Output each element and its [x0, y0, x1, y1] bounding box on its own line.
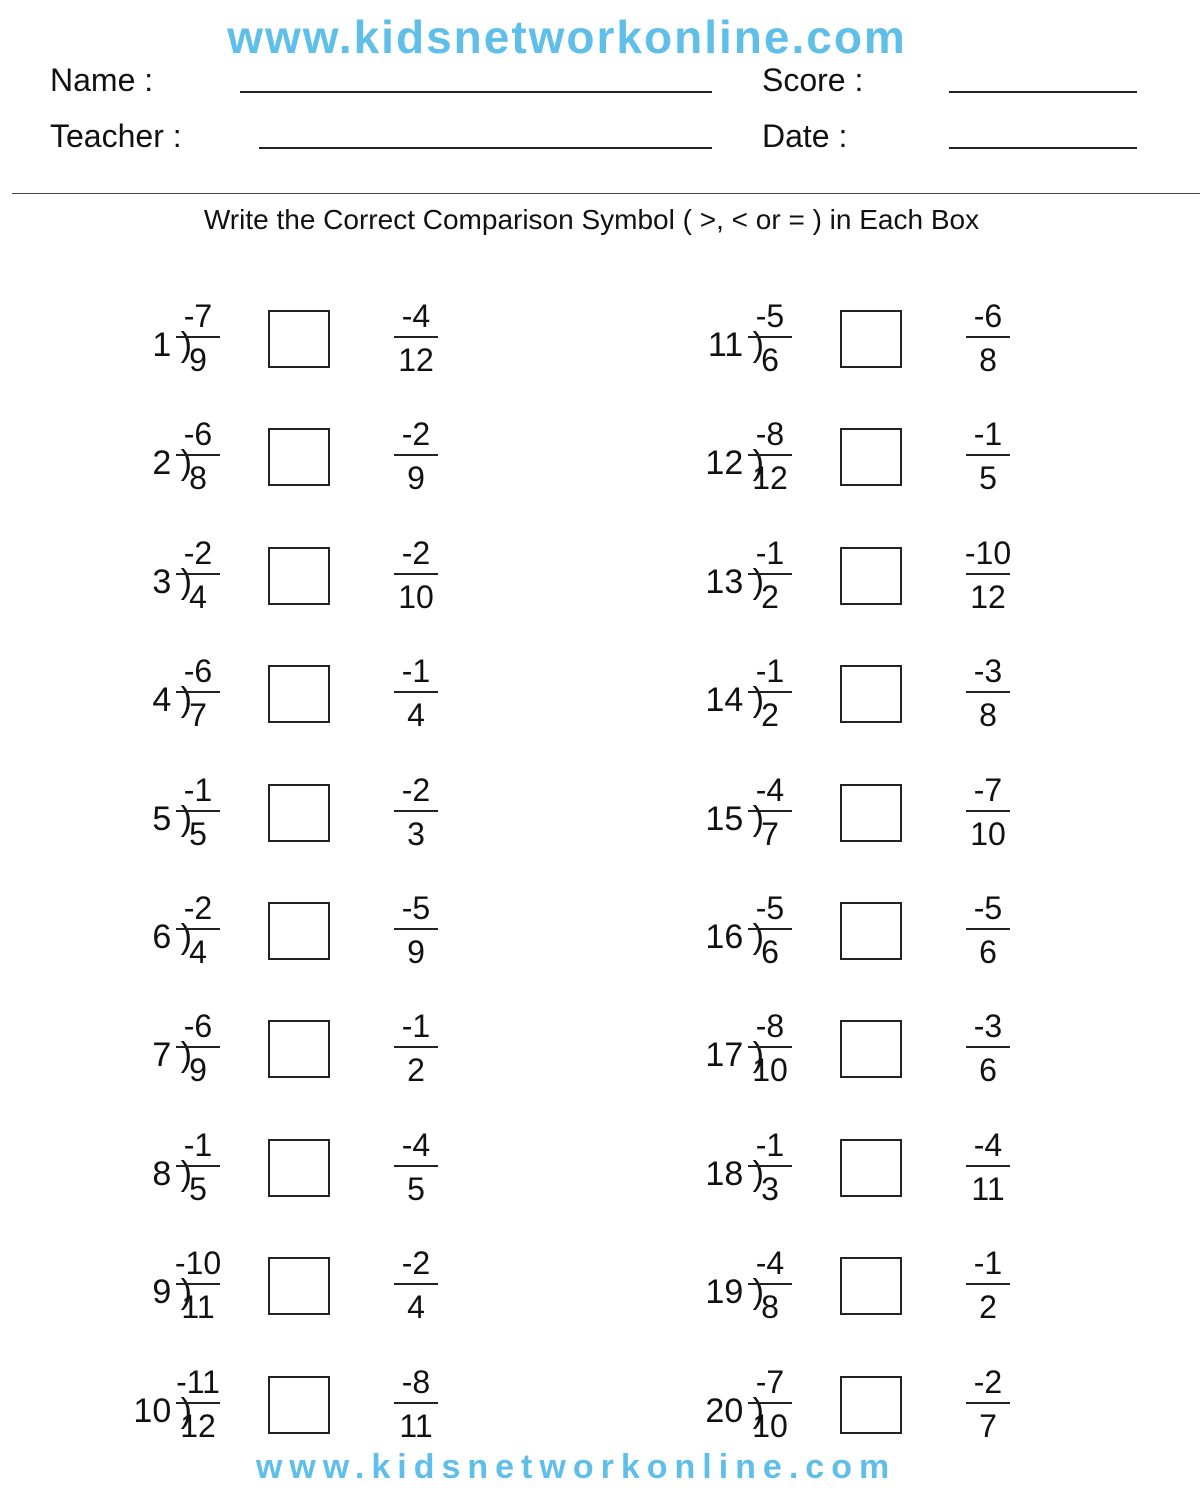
fraction-bar [748, 336, 792, 338]
right-denominator: 11 [971, 1171, 1005, 1207]
problem-number: 4 ) [152, 681, 192, 719]
right-numerator: -3 [973, 1008, 1003, 1044]
right-numerator: -7 [973, 772, 1003, 808]
right-numerator: -5 [973, 890, 1003, 926]
right-numerator: -2 [401, 416, 431, 452]
right-numerator: -2 [973, 1364, 1003, 1400]
fraction-bar [394, 573, 438, 575]
left-numerator: -7 [755, 1364, 785, 1400]
left-numerator: -8 [755, 416, 785, 452]
fraction-bar [176, 1046, 220, 1048]
right-denominator: 12 [970, 579, 1006, 615]
left-denominator: 7 [761, 816, 779, 852]
left-fraction [740, 535, 800, 615]
right-denominator: 10 [398, 579, 434, 615]
right-denominator: 6 [979, 1052, 997, 1088]
right-fraction [386, 653, 446, 733]
problem-number: 8 ) [152, 1155, 192, 1193]
right-numerator: -8 [401, 1364, 431, 1400]
site-url-header: www.kidsnetworkonline.com [227, 11, 907, 63]
right-numerator: -1 [973, 416, 1003, 452]
fraction-bar [176, 573, 220, 575]
right-fraction [958, 535, 1018, 615]
right-fraction [958, 1364, 1018, 1444]
answer-box[interactable] [840, 428, 902, 486]
right-numerator: -4 [401, 298, 431, 334]
problem-item [642, 1127, 1200, 1233]
right-fraction [958, 1008, 1018, 1088]
left-fraction [168, 772, 228, 852]
left-numerator: -10 [174, 1245, 222, 1281]
answer-box[interactable] [268, 665, 330, 723]
left-denominator: 6 [761, 342, 779, 378]
left-denominator: 9 [189, 342, 207, 378]
right-denominator: 12 [398, 342, 434, 378]
answer-box[interactable] [268, 428, 330, 486]
left-fraction [168, 653, 228, 733]
fraction-bar [394, 1402, 438, 1404]
fraction-bar [966, 928, 1010, 930]
left-numerator: -1 [755, 535, 785, 571]
problem-item [642, 653, 1200, 759]
instructions: Write the Correct Comparison Symbol ( >, < or = ) in Each Box [203, 204, 980, 235]
answer-box[interactable] [268, 784, 330, 842]
fraction-bar [394, 454, 438, 456]
problem-item [70, 653, 630, 759]
teacher-label: Teacher : [50, 118, 182, 154]
problem-number: 9 ) [152, 1273, 192, 1311]
right-numerator: -1 [401, 1008, 431, 1044]
problem-number: 5 ) [152, 800, 192, 838]
left-numerator: -6 [183, 653, 213, 689]
answer-box[interactable] [268, 1139, 330, 1197]
teacher-line[interactable] [259, 147, 712, 149]
right-numerator: -4 [973, 1127, 1003, 1163]
left-fraction [740, 1364, 800, 1444]
right-fraction [958, 772, 1018, 852]
problem-number: 3 ) [152, 563, 192, 601]
answer-box[interactable] [840, 1257, 902, 1315]
left-denominator: 3 [761, 1171, 779, 1207]
right-numerator: -10 [964, 535, 1012, 571]
fraction-bar [394, 1283, 438, 1285]
right-denominator: 2 [407, 1052, 425, 1088]
answer-box[interactable] [840, 547, 902, 605]
problem-number: 13 ) [705, 563, 764, 601]
left-fraction [168, 298, 228, 378]
problem-number: 15 ) [705, 800, 764, 838]
right-fraction [386, 1364, 446, 1444]
date-label: Date : [762, 118, 848, 154]
left-fraction [740, 1245, 800, 1325]
left-fraction [740, 1008, 800, 1088]
right-fraction [386, 416, 446, 496]
problem-item [70, 298, 630, 404]
problem-number: 17 ) [705, 1036, 764, 1074]
problem-number: 14 ) [705, 681, 764, 719]
left-fraction [168, 1127, 228, 1207]
fraction-bar [394, 928, 438, 930]
right-denominator: 6 [979, 934, 997, 970]
problem-number: 10 ) [133, 1392, 192, 1430]
fraction-bar [176, 1402, 220, 1404]
left-fraction [740, 890, 800, 970]
answer-box[interactable] [268, 1257, 330, 1315]
fraction-bar [748, 928, 792, 930]
right-numerator: -6 [973, 298, 1003, 334]
site-url-footer: www.kidsnetworkonline.com [255, 1448, 897, 1486]
right-fraction [386, 890, 446, 970]
left-denominator: 5 [189, 1171, 207, 1207]
right-numerator: -2 [401, 772, 431, 808]
problem-item [642, 1008, 1200, 1114]
left-denominator: 9 [189, 1052, 207, 1088]
score-line[interactable] [949, 91, 1137, 93]
left-fraction [168, 1245, 228, 1325]
fraction-bar [748, 1165, 792, 1167]
left-numerator: -11 [176, 1364, 220, 1400]
answer-box[interactable] [840, 665, 902, 723]
fraction-bar [966, 454, 1010, 456]
fraction-bar [748, 810, 792, 812]
fraction-bar [966, 1283, 1010, 1285]
fraction-bar [176, 454, 220, 456]
fraction-bar [748, 691, 792, 693]
fraction-bar [966, 1046, 1010, 1048]
header-divider [12, 193, 1200, 194]
right-fraction [958, 1245, 1018, 1325]
answer-box[interactable] [268, 310, 330, 368]
left-fraction [740, 298, 800, 378]
fraction-bar [394, 1046, 438, 1048]
answer-box[interactable] [840, 310, 902, 368]
fraction-bar [748, 1283, 792, 1285]
fraction-bar [394, 1165, 438, 1167]
right-numerator: -5 [401, 890, 431, 926]
left-numerator: -2 [183, 535, 213, 571]
problem-number: 1 ) [152, 326, 192, 364]
right-numerator: -3 [973, 653, 1003, 689]
problem-number: 16 ) [705, 918, 764, 956]
right-fraction [386, 535, 446, 615]
answer-box[interactable] [268, 902, 330, 960]
left-numerator: -5 [755, 298, 785, 334]
date-line[interactable] [949, 147, 1137, 149]
fraction-bar [176, 928, 220, 930]
right-fraction [958, 890, 1018, 970]
left-denominator: 4 [189, 934, 207, 970]
problem-number: 2 ) [152, 444, 192, 482]
fraction-bar [966, 1402, 1010, 1404]
fraction-bar [966, 810, 1010, 812]
right-denominator: 11 [399, 1408, 433, 1444]
problem-item [70, 1245, 630, 1351]
right-numerator: -2 [401, 535, 431, 571]
left-denominator: 8 [761, 1289, 779, 1325]
fraction-bar [394, 336, 438, 338]
problem-item [70, 890, 630, 996]
right-fraction [386, 1008, 446, 1088]
right-denominator: 10 [970, 816, 1006, 852]
left-denominator: 8 [189, 460, 207, 496]
answer-box[interactable] [840, 1020, 902, 1078]
problem-number: 20 ) [705, 1392, 764, 1430]
problem-item [642, 772, 1200, 878]
fraction-bar [748, 573, 792, 575]
left-numerator: -8 [755, 1008, 785, 1044]
left-denominator: 5 [189, 816, 207, 852]
fraction-bar [176, 336, 220, 338]
left-denominator: 2 [761, 579, 779, 615]
answer-box[interactable] [840, 1376, 902, 1434]
problem-item [70, 416, 630, 522]
problem-item [642, 890, 1200, 996]
left-numerator: -2 [183, 890, 213, 926]
right-denominator: 8 [979, 342, 997, 378]
right-fraction [958, 298, 1018, 378]
right-numerator: -2 [401, 1245, 431, 1281]
fraction-bar [176, 810, 220, 812]
score-label: Score : [762, 62, 864, 98]
left-fraction [168, 416, 228, 496]
right-fraction [386, 1127, 446, 1207]
answer-box[interactable] [840, 1139, 902, 1197]
left-denominator: 4 [189, 579, 207, 615]
problem-item [642, 416, 1200, 522]
fraction-bar [748, 454, 792, 456]
left-denominator: 10 [752, 1052, 788, 1088]
right-numerator: -1 [973, 1245, 1003, 1281]
right-numerator: -1 [401, 653, 431, 689]
problem-item [70, 772, 630, 878]
fraction-bar [176, 1165, 220, 1167]
fraction-bar [394, 691, 438, 693]
right-denominator: 9 [407, 460, 425, 496]
right-fraction [386, 298, 446, 378]
name-label: Name : [50, 62, 154, 98]
left-numerator: -1 [183, 1127, 213, 1163]
left-fraction [168, 890, 228, 970]
left-numerator: -5 [755, 890, 785, 926]
answer-box[interactable] [840, 902, 902, 960]
fraction-bar [176, 1283, 220, 1285]
left-numerator: -7 [183, 298, 213, 334]
right-denominator: 5 [979, 460, 997, 496]
left-denominator: 12 [180, 1408, 216, 1444]
problem-number: 18 ) [705, 1155, 764, 1193]
right-denominator: 9 [407, 934, 425, 970]
problem-number: 7 ) [152, 1036, 192, 1074]
left-numerator: -4 [755, 772, 785, 808]
left-fraction [740, 772, 800, 852]
left-numerator: -1 [183, 772, 213, 808]
fraction-bar [748, 1402, 792, 1404]
fraction-bar [966, 336, 1010, 338]
left-fraction [168, 535, 228, 615]
fraction-bar [966, 573, 1010, 575]
left-denominator: 2 [761, 697, 779, 733]
left-fraction [740, 653, 800, 733]
answer-box[interactable] [268, 1376, 330, 1434]
right-fraction [958, 1127, 1018, 1207]
left-numerator: -4 [755, 1245, 785, 1281]
answer-box[interactable] [268, 1020, 330, 1078]
fraction-bar [394, 810, 438, 812]
right-fraction [386, 1245, 446, 1325]
right-denominator: 7 [979, 1408, 997, 1444]
right-denominator: 3 [407, 816, 425, 852]
answer-box[interactable] [840, 784, 902, 842]
left-fraction [740, 416, 800, 496]
left-numerator: -1 [755, 1127, 785, 1163]
right-fraction [386, 772, 446, 852]
right-fraction [958, 653, 1018, 733]
problem-item [70, 1008, 630, 1114]
problem-number: 11 ) [707, 326, 764, 364]
left-denominator: 6 [761, 934, 779, 970]
right-denominator: 5 [407, 1171, 425, 1207]
name-line[interactable] [240, 91, 712, 93]
left-fraction [168, 1008, 228, 1088]
right-fraction [958, 416, 1018, 496]
left-denominator: 11 [181, 1289, 215, 1325]
right-denominator: 4 [407, 1289, 425, 1325]
problem-item [70, 535, 630, 641]
answer-box[interactable] [268, 547, 330, 605]
fraction-bar [748, 1046, 792, 1048]
right-denominator: 2 [979, 1289, 997, 1325]
problem-number: 19 ) [705, 1273, 764, 1311]
left-fraction [740, 1127, 800, 1207]
problem-number: 12 ) [705, 444, 764, 482]
right-denominator: 4 [407, 697, 425, 733]
problem-number: 6 ) [152, 918, 192, 956]
problem-item [642, 535, 1200, 641]
fraction-bar [966, 1165, 1010, 1167]
right-denominator: 8 [979, 697, 997, 733]
right-numerator: -4 [401, 1127, 431, 1163]
left-numerator: -6 [183, 1008, 213, 1044]
left-fraction [168, 1364, 228, 1444]
fraction-bar [176, 691, 220, 693]
problem-item [642, 1245, 1200, 1351]
problem-item [70, 1127, 630, 1233]
left-denominator: 7 [189, 697, 207, 733]
left-denominator: 10 [752, 1408, 788, 1444]
problem-item [642, 298, 1200, 404]
left-numerator: -1 [755, 653, 785, 689]
left-numerator: -6 [183, 416, 213, 452]
fraction-bar [966, 691, 1010, 693]
left-denominator: 12 [752, 460, 788, 496]
